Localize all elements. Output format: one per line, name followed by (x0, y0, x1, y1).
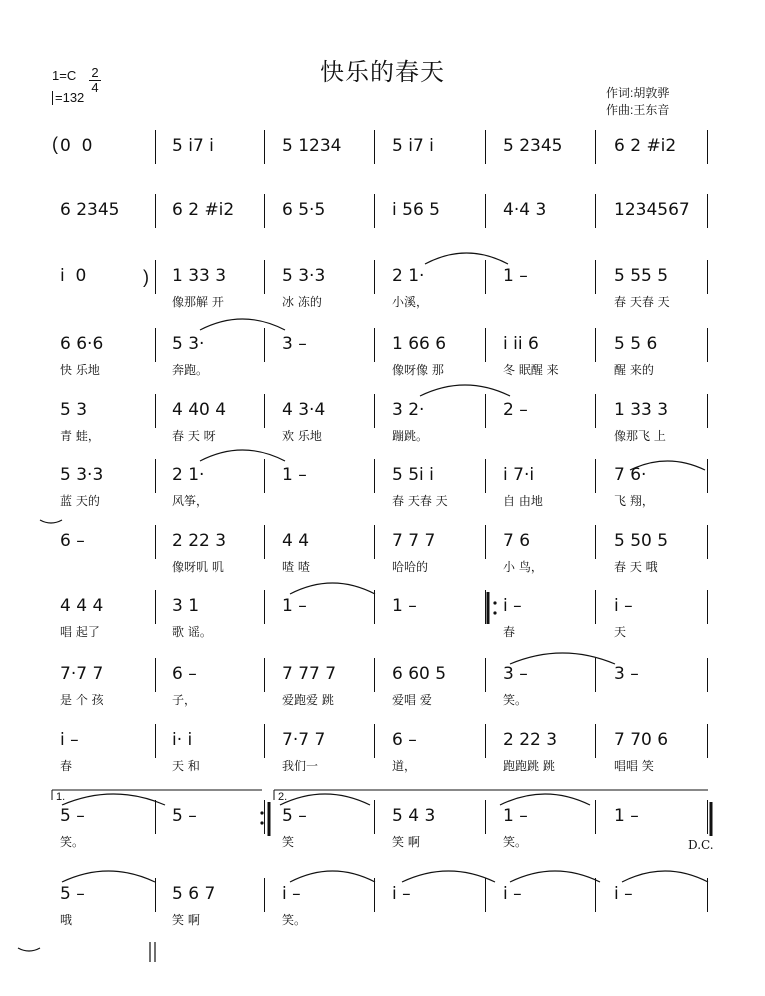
key-signature: 1=C (52, 68, 77, 83)
measure-notes: 1234567 (614, 200, 690, 220)
measure-notes: 5 – (60, 806, 85, 826)
measure-lyrics: 跑跑跳 跳 (503, 759, 555, 773)
measure-notes: 5 5i i (392, 465, 434, 485)
slur (62, 871, 155, 882)
measure-notes: 5 1234 (282, 136, 342, 156)
measure-notes: i – (614, 884, 633, 904)
measure-lyrics: 笑 (282, 835, 295, 849)
measure-notes: 5 55 5 (614, 266, 669, 286)
measure-lyrics: 唱唱 笑 (614, 759, 654, 773)
slur (290, 583, 375, 594)
measure-notes: 6 2 #i2 (614, 136, 677, 156)
dc-marking: D.C. (688, 838, 714, 852)
composer-credit: 作曲:王东音 (606, 103, 670, 117)
measure-notes: 1 – (282, 465, 307, 485)
intro-parenthesis: ( (52, 134, 58, 154)
measure-notes: 6 2 #i2 (172, 200, 235, 220)
measure-lyrics: 春 天春 天 (392, 494, 448, 508)
measure-notes: 6 5·5 (282, 200, 326, 220)
measure-notes: 5 – (60, 884, 85, 904)
measure-notes: 5 5 6 (614, 334, 658, 354)
measure-notes: i – (503, 884, 522, 904)
measure-notes: 4 4 4 (60, 596, 104, 616)
measure-notes: i 0 (60, 266, 87, 286)
measure-lyrics: 像呀叽 叽 (172, 560, 224, 574)
slur (290, 871, 375, 882)
measure-lyrics: 小 鸟， (503, 560, 543, 574)
measure-lyrics: 像呀像 那 (392, 363, 444, 377)
measure-notes: 6 2345 (60, 200, 120, 220)
measure-notes: 2 22 3 (503, 730, 558, 750)
slur (402, 871, 495, 882)
measure-lyrics: 春 天 哦 (614, 560, 658, 574)
repeat-dot (260, 821, 263, 824)
measure-notes: i – (614, 596, 633, 616)
measure-lyrics: 笑。 (503, 693, 528, 707)
slur (510, 653, 615, 664)
measure-lyrics: 哈哈的 (392, 560, 429, 574)
measure-lyrics: 自 由地 (503, 494, 543, 508)
measure-notes: 1 66 6 (392, 334, 447, 354)
measure-lyrics: 春 (60, 759, 73, 773)
measure-notes: 5 i7 i (172, 136, 214, 156)
measure-notes: i 7·i (503, 465, 535, 485)
measure-notes: 5 – (282, 806, 307, 826)
measure-lyrics: 奔跑。 (172, 363, 209, 377)
measure-notes: 7·7 7 (282, 730, 326, 750)
measure-lyrics: 飞 翔， (614, 494, 654, 508)
measure-notes: 4 4 (282, 531, 310, 551)
measure-notes: 0 0 (60, 136, 93, 156)
measure-lyrics: 蹦跳。 (392, 429, 429, 443)
measure-notes: 1 – (392, 596, 417, 616)
measure-notes: 5 6 7 (172, 884, 216, 904)
time-signature-top: 2 (91, 65, 99, 80)
measure-notes: i – (60, 730, 79, 750)
measure-lyrics: 冰 冻的 (282, 295, 322, 309)
measure-notes: 3 2· (392, 400, 425, 420)
slur (630, 461, 705, 470)
measure-notes: 2 – (503, 400, 528, 420)
measure-lyrics: 像那飞 上 (614, 429, 666, 443)
measure-lyrics: 风筝， (172, 494, 209, 508)
slur (280, 794, 370, 805)
measure-notes: 5 4 3 (392, 806, 436, 826)
measure-lyrics: 天 和 (172, 759, 200, 773)
measure-notes: 5 – (172, 806, 197, 826)
measure-notes: 1 – (282, 596, 307, 616)
song-title: 快乐的春天 (320, 58, 445, 86)
measure-lyrics: 蓝 天的 (60, 494, 100, 508)
intro-parenthesis: ) (143, 267, 149, 287)
measure-notes: 7 6· (614, 465, 647, 485)
measure-lyrics: 笑。 (60, 835, 85, 849)
measure-lyrics: 小溪， (392, 295, 429, 309)
measure-lyrics: 笑。 (282, 913, 307, 927)
measure-lyrics: 春 天 呀 (172, 429, 216, 443)
measure-notes: 6 60 5 (392, 664, 447, 684)
measure-notes: 5 50 5 (614, 531, 669, 551)
measure-notes: 1 – (614, 806, 639, 826)
measure-notes: 3 – (282, 334, 307, 354)
measure-lyrics: 爱跑爱 跳 (282, 693, 334, 707)
measure-lyrics: 喳 喳 (282, 560, 310, 574)
measure-notes: i – (503, 596, 522, 616)
slur (200, 319, 285, 330)
measure-notes: 5 3·3 (60, 465, 104, 485)
lyricist-credit: 作词:胡敦骅 (606, 86, 670, 100)
measure-notes: 4 40 4 (172, 400, 227, 420)
measure-notes: 4·4 3 (503, 200, 547, 220)
measure-notes: 5 3 (60, 400, 88, 420)
slur (500, 794, 590, 805)
measure-notes: 2 1· (172, 465, 205, 485)
measure-notes: 6 6·6 (60, 334, 104, 354)
measure-lyrics: 快 乐地 (60, 363, 100, 377)
measure-notes: 5 3·3 (282, 266, 326, 286)
measure-lyrics: 青 蛙， (60, 429, 100, 443)
time-signature-bottom: 4 (91, 80, 99, 95)
measure-notes: 6 – (60, 531, 85, 551)
measure-notes: 1 33 3 (172, 266, 227, 286)
measure-notes: 2 1· (392, 266, 425, 286)
measure-lyrics: 唱 起了 (60, 625, 100, 639)
measure-lyrics: 子， (172, 693, 197, 707)
slur (622, 871, 708, 882)
measure-lyrics: 笑 啊 (392, 835, 420, 849)
measure-lyrics: 春 (503, 625, 516, 639)
measure-lyrics: 是 个 孩 (60, 693, 104, 707)
measure-lyrics: 哦 (60, 913, 73, 927)
measure-notes: 1 – (503, 806, 528, 826)
measure-notes: 7 6 (503, 531, 531, 551)
measure-lyrics: 笑 啊 (172, 913, 200, 927)
tempo-value: =132 (55, 90, 85, 105)
measure-lyrics: 春 天春 天 (614, 295, 670, 309)
measure-notes: 7·7 7 (60, 664, 104, 684)
measure-lyrics: 歌 谣。 (172, 625, 212, 639)
measure-notes: i 56 5 (392, 200, 440, 220)
slur (18, 948, 40, 951)
measure-notes: 6 – (392, 730, 417, 750)
slur (425, 253, 508, 264)
measure-notes: 7 7 7 (392, 531, 436, 551)
slur (62, 794, 165, 805)
measure-notes: 5 2345 (503, 136, 563, 156)
measure-notes: i ii 6 (503, 334, 539, 354)
measure-lyrics: 天 (614, 625, 627, 639)
measure-notes: i – (282, 884, 301, 904)
repeat-dot (493, 611, 496, 614)
measure-notes: 1 – (503, 266, 528, 286)
measure-notes: 4 3·4 (282, 400, 326, 420)
measure-notes: 7 77 7 (282, 664, 337, 684)
measure-lyrics: 醒 来的 (614, 363, 654, 377)
slur (510, 871, 600, 882)
measure-notes: 1 33 3 (614, 400, 669, 420)
measure-notes: 3 1 (172, 596, 200, 616)
repeat-dot (493, 601, 496, 604)
measure-notes: 2 22 3 (172, 531, 227, 551)
second-ending-label: 2. (278, 791, 288, 803)
repeat-dot (260, 811, 263, 814)
measure-notes: 7 70 6 (614, 730, 669, 750)
first-ending-label: 1. (56, 791, 66, 803)
measure-lyrics: 欢 乐地 (282, 429, 322, 443)
measure-notes: 3 – (614, 664, 639, 684)
slur (420, 385, 510, 396)
measure-notes: 6 – (172, 664, 197, 684)
slur (200, 450, 285, 461)
measure-lyrics: 冬 眠醒 来 (503, 363, 559, 377)
measure-notes: i – (392, 884, 411, 904)
slur (40, 520, 62, 523)
measure-lyrics: 道， (392, 759, 417, 773)
measure-notes: i· i (172, 730, 193, 750)
measure-lyrics: 我们一 (282, 759, 319, 773)
measure-lyrics: 像那解 开 (172, 295, 224, 309)
measure-notes: 5 i7 i (392, 136, 434, 156)
measure-lyrics: 笑。 (503, 835, 528, 849)
measure-notes: 3 – (503, 664, 528, 684)
measure-notes: 5 3· (172, 334, 205, 354)
measure-lyrics: 爱唱 爱 (392, 693, 432, 707)
